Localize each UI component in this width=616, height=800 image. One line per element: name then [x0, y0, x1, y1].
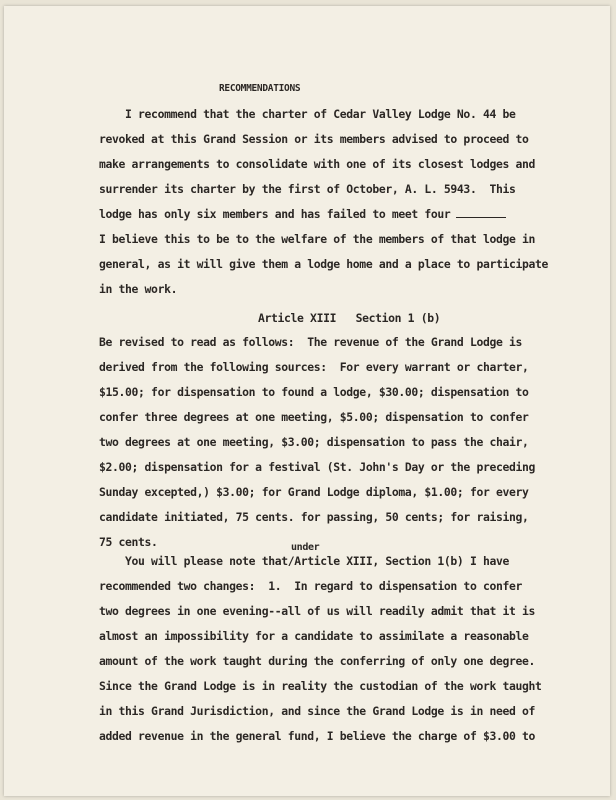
text-line: $2.00; dispensation for a festival (St. John's Day or the preceding: [99, 460, 536, 474]
interlinear-insertion: under: [291, 542, 320, 553]
text-line-with-blank: [99, 207, 506, 221]
text-line: Sunday excepted,) $3.00; for Grand Lodge diploma, $1.00; for every: [99, 485, 529, 499]
text-line: I believe this to be to the welfare of the members of that lodge in: [99, 232, 536, 246]
text-line: two degrees in one evening--all of us will readily admit that it is: [99, 604, 536, 618]
article-heading: Article XIII Section 1 (b): [258, 311, 441, 325]
text-line: Since the Grand Lodge is in reality the custodian of the work taught: [99, 679, 542, 693]
text-line: Be revised to read as follows: The revenue of the Grand Lodge is: [99, 335, 523, 349]
text-line: two degrees at one meeting, $3.00; dispensation to pass the chair,: [99, 435, 529, 449]
text-line: almost an impossibility for a candidate to assimilate a reasonable: [99, 629, 529, 643]
text-line: candidate initiated, 75 cents. for passing, 50 cents; for raising,: [99, 510, 529, 524]
text-line: You will please note that/Article XIII, Section 1(b) I have: [99, 554, 509, 568]
text-line: surrender its charter by the first of October, A. L. 5943. This: [99, 182, 516, 196]
text-line: 75 cents.: [99, 535, 158, 549]
text-line: recommended two changes: 1. In regard to dispensation to confer: [99, 579, 523, 593]
document-page: [4, 6, 610, 796]
text-line: I recommend that the charter of Cedar Valley Lodge No. 44 be: [99, 107, 516, 121]
text-line: general, as it will give them a lodge home and a place to participate: [99, 257, 549, 271]
text-line: $15.00; for dispensation to found a lodge, $30.00; dispensation to: [99, 385, 529, 399]
text-line: confer three degrees at one meeting, $5.00; dispensation to confer: [99, 410, 529, 424]
text-line: in the work.: [99, 282, 178, 296]
text-line: in this Grand Jurisdiction, and since the Grand Lodge is in need of: [99, 704, 536, 718]
text-line: derived from the following sources: For every warrant or charter,: [99, 360, 529, 374]
text-line: revoked at this Grand Session or its members advised to proceed to: [99, 132, 529, 146]
text-line: lodge has only six members and has failed to meet four: [99, 207, 451, 221]
text-line: amount of the work taught during the conferring of only one degree.: [99, 654, 536, 668]
document-title: RECOMMENDATIONS: [219, 83, 301, 94]
text-line: make arrangements to consolidate with one of its closest lodges and: [99, 157, 536, 171]
blank-underline: [456, 215, 506, 218]
text-line: added revenue in the general fund, I believe the charge of $3.00 to: [99, 729, 536, 743]
